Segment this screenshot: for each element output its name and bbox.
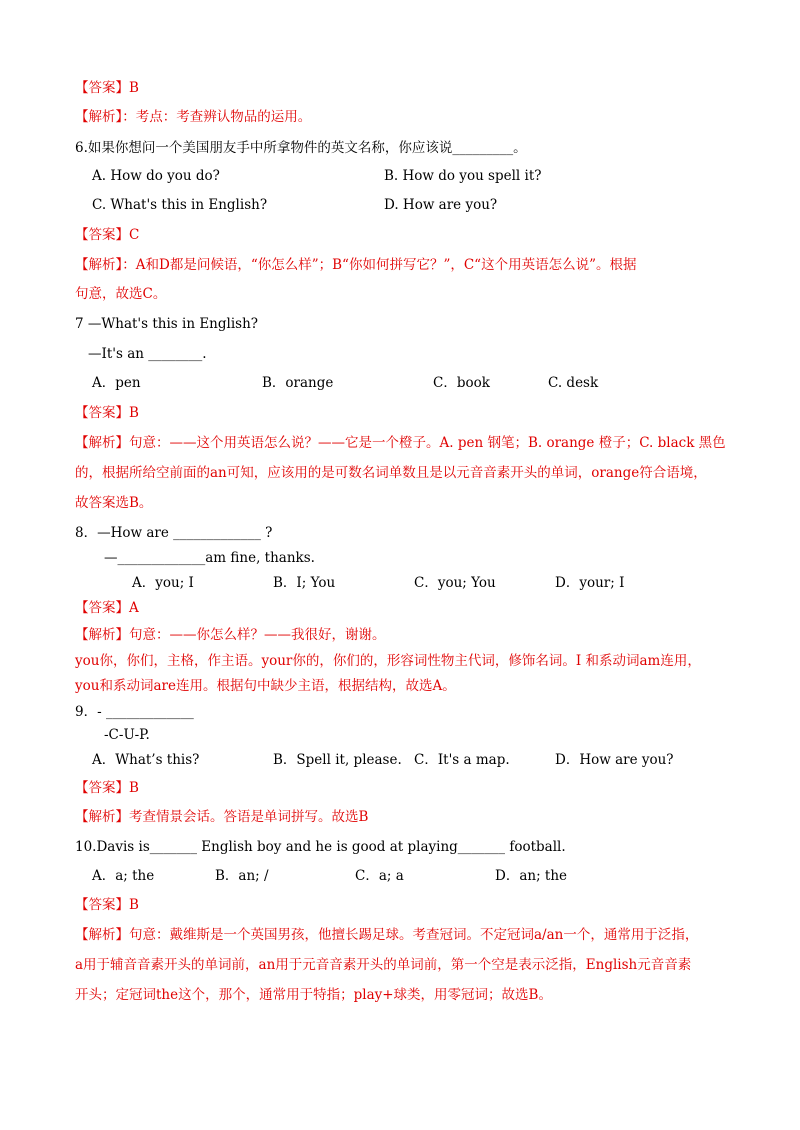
q7-answer: 【答案】B	[75, 405, 139, 421]
q10-option-a: A．a; the	[92, 868, 155, 884]
q10-option-c: C．a; a	[355, 868, 404, 884]
q7-analysis-line-1: 【解析】句意：——这个用英语怎么说？——它是一个橙子。A. pen 钢笔；B. orange 橙子；C. black 黑色	[75, 435, 726, 451]
q7-analysis-line-2: 的，根据所给空前面的an可知，应该用的是可数名词单数且是以元音音素开头的单词，orange符合语境，	[75, 465, 707, 481]
q9-option-c: C．It's a map.	[414, 752, 510, 768]
q8-option-b: B．I; You	[273, 575, 336, 591]
q7-reply: —It's an ________.	[88, 346, 207, 362]
q7-option-d: C. desk	[548, 375, 599, 391]
q9-option-d: D．How are you?	[555, 752, 674, 768]
q6-option-b: B. How do you spell it?	[384, 168, 542, 184]
q9-option-a: A．What’s this?	[92, 752, 200, 768]
q10-option-b: B．an; /	[215, 868, 269, 884]
q10-option-d: D．an; the	[495, 868, 568, 884]
q10-analysis-line-1: 【解析】句意：戴维斯是一个英国男孩，他擅长踢足球。考查冠词。不定冠词a/an一个，通常用于泛指，	[75, 927, 699, 943]
q9-answer: 【答案】B	[75, 780, 139, 796]
q8-answer: 【答案】A	[75, 600, 139, 616]
q10-answer: 【答案】B	[75, 897, 139, 913]
q9-analysis-line-1: 【解析】考查情景会话。答语是单词拼写。故选B	[75, 809, 369, 825]
q8-analysis-line-2: you你，你们，主格，作主语。your你的，你们的，形容词性物主代词，修饰名词。I 和系动词am连用，	[75, 653, 701, 669]
q6-option-d: D. How are you?	[384, 197, 498, 213]
q9-option-b: B．Spell it, please.	[273, 752, 402, 768]
q6-answer: 【答案】C	[75, 227, 140, 243]
q7-analysis-line-3: 故答案选B。	[75, 495, 153, 511]
q5-answer: 【答案】B	[75, 80, 139, 96]
q8-option-d: D．your; I	[555, 575, 625, 591]
q8-analysis-line-1: 【解析】句意：——你怎么样？——我很好，谢谢。	[75, 627, 386, 643]
q8-analysis-line-3: you和系动词are连用。根据句中缺少主语，根据结构，故选A。	[75, 678, 456, 694]
q6-analysis-line-2: 句意，故选C。	[75, 286, 167, 302]
q10-analysis-line-3: 开头；定冠词the这个，那个，通常用于特指；play+球类，用零冠词；故选B。	[75, 987, 552, 1003]
q7-option-a: A．pen	[92, 375, 141, 391]
q7-option-c: C．book	[433, 375, 490, 391]
q10-stem: 10.Davis is_______ English boy and he is good at playing_______ football.	[75, 839, 566, 855]
q10-analysis-line-2: a用于辅音音素开头的单词前，an用于元音音素开头的单词前，第一个空是表示泛指，English元音音素	[75, 957, 692, 973]
q7-stem: 7 —What's this in English?	[75, 316, 259, 332]
q6-stem: 6.如果你想问一个美国朋友手中所拿物件的英文名称，你应该说_________。	[75, 140, 527, 156]
q6-analysis-line-1: 【解析】：A和D都是问候语，“你怎么样”；B“你如何拼写它？”，C“这个用英语怎么说”。根据	[75, 257, 637, 273]
q8-option-a: A．you; I	[132, 575, 194, 591]
q6-option-c: C. What's this in English?	[92, 197, 268, 213]
q6-option-a: A. How do you do?	[92, 168, 220, 184]
q7-option-b: B．orange	[262, 375, 334, 391]
q8-stem: 8．—How are _____________ ?	[75, 525, 273, 541]
q5-analysis: 【解析】：考点：考查辨认物品的运用。	[75, 109, 312, 125]
q9-reply: -C-U-P.	[104, 727, 150, 743]
q8-reply: —_____________am fine, thanks.	[104, 550, 315, 566]
q9-stem: 9．- _____________	[75, 704, 194, 720]
q8-option-c: C．you; You	[414, 575, 496, 591]
